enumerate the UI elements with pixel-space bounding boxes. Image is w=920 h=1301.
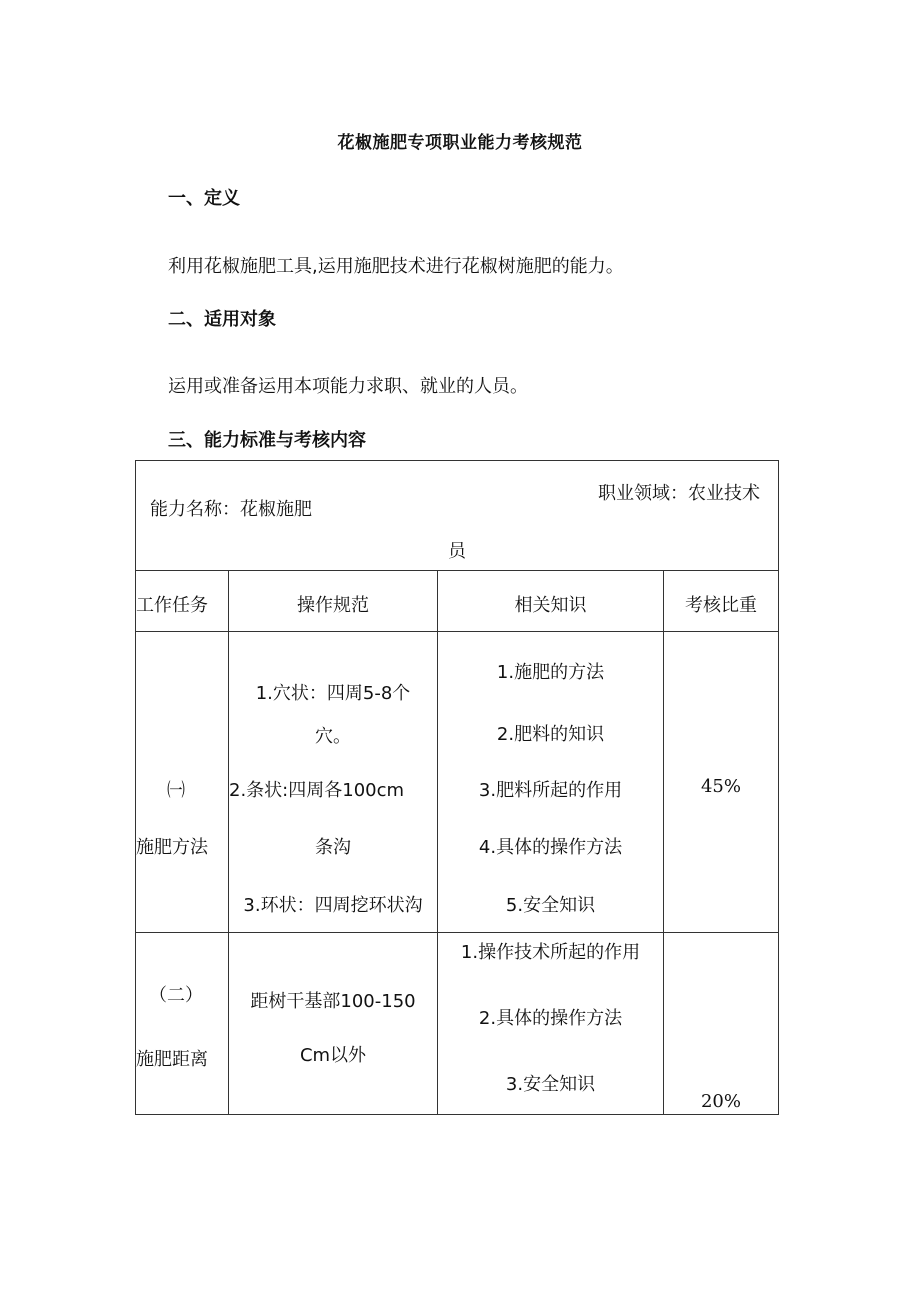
table-header-row — [136, 571, 779, 632]
row2-task-number: （二） — [149, 985, 203, 1006]
section-standards-heading: 三、能力标准与考核内容 — [168, 430, 366, 451]
occupational-field: 职业领域：农业技术 — [598, 483, 760, 504]
row2-weight — [664, 933, 779, 1115]
row1-task-number: ㈠ — [167, 780, 185, 801]
table-row — [136, 632, 779, 933]
section-target-heading: 二、适用对象 — [168, 309, 276, 330]
row1-weight-value: 45% — [700, 776, 741, 797]
row1-task — [136, 632, 229, 933]
ability-name: 能力名称：花椒施肥 — [150, 499, 312, 520]
row1-spec: 1.穴状：四周5-8个 穴。 2.条状:四周各100cm 条沟 3.环状：四周挖环状沟 — [229, 632, 438, 933]
standards-table — [135, 460, 779, 1115]
header-task: 工作任务 — [136, 571, 229, 632]
header-weight: 考核比重 — [664, 571, 779, 632]
row2-task-name: 施肥距离 — [136, 1049, 208, 1070]
row2-spec: 距树干基部100-150 Cm以外 — [229, 933, 438, 1115]
row2-knowledge: 1.操作技术所起的作用 2.具体的操作方法 3.安全知识 — [438, 933, 664, 1115]
section-target-body: 运用或准备运用本项能力求职、就业的人员。 — [168, 376, 528, 397]
row1-knowledge: 1.施肥的方法 2.肥料的知识 3.肥料所起的作用 4.具体的操作方法 5.安全知识 — [438, 632, 664, 933]
header-spec: 操作规范 — [229, 571, 438, 632]
table-row — [136, 933, 779, 1115]
occupational-field-continued: 员 — [448, 541, 466, 562]
header-knowledge: 相关知识 — [438, 571, 664, 632]
document-title: 花椒施肥专项职业能力考核规范 — [337, 133, 583, 153]
table-info-row — [136, 461, 779, 571]
section-definition-body: 利用花椒施肥工具,运用施肥技术进行花椒树施肥的能力。 — [168, 256, 624, 277]
row2-weight-value: 20% — [700, 1091, 741, 1112]
ability-info-cell — [136, 461, 779, 571]
row1-task-name: 施肥方法 — [136, 837, 208, 858]
section-definition-heading: 一、定义 — [168, 188, 240, 209]
row2-task — [136, 933, 229, 1115]
row1-weight — [664, 632, 779, 933]
